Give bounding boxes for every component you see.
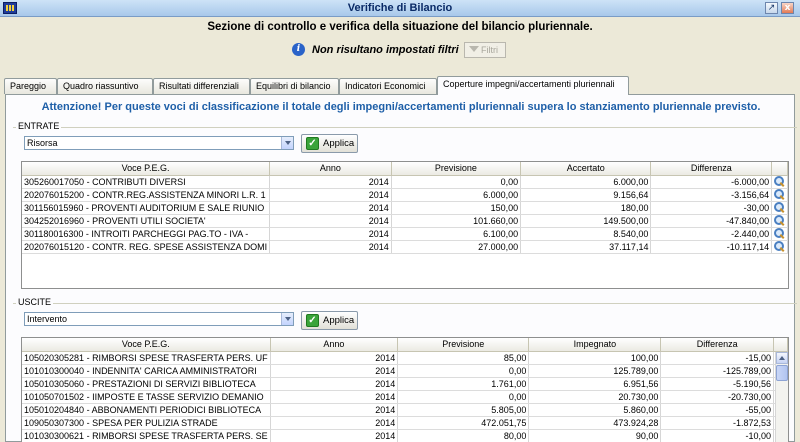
cell-impegnato: 125.789,00 <box>529 364 661 377</box>
cell-voce: 202076015120 - CONTR. REG. SPESE ASSISTENZA DOMI <box>22 240 270 253</box>
column-header-actions <box>772 162 788 175</box>
cell-anno: 2014 <box>270 429 398 442</box>
cell-impegnato: 100,00 <box>529 351 661 364</box>
cell-anno: 2014 <box>270 403 398 416</box>
uscite-apply-label: Applica <box>323 315 355 326</box>
cell-previsione: 5.805,00 <box>398 403 529 416</box>
entrate-apply-label: Applica <box>323 138 355 149</box>
detail-button[interactable] <box>772 240 788 253</box>
column-header-anno[interactable]: Anno <box>270 338 398 351</box>
magnifier-icon <box>774 176 785 187</box>
cell-differenza: -3.156,64 <box>651 188 772 201</box>
table-row[interactable] <box>22 403 788 416</box>
checkmark-icon: ✓ <box>306 137 319 150</box>
cell-voce: 101010300040 - INDENNITA' CARICA AMMINISTRATORI <box>22 364 270 377</box>
cell-accertato: 37.117,14 <box>521 240 651 253</box>
cell-previsione: 80,00 <box>398 429 529 442</box>
restore-button[interactable]: ↗ <box>765 2 778 14</box>
scroll-up-button[interactable] <box>776 352 788 364</box>
window-title: Verifiche di Bilancio <box>347 2 453 14</box>
filter-status-bar <box>0 42 800 60</box>
warning-message: Attenzione! Per queste voci di classificazione il totale degli impegni/accertamenti pluriennali supera lo stanziamento pluriennale previsto. <box>41 101 761 113</box>
tab-indicatori-economici[interactable]: Indicatori Economici <box>339 78 437 94</box>
cell-impegnato: 6.951,56 <box>529 377 661 390</box>
cell-differenza: -2.440,00 <box>651 227 772 240</box>
uscite-classification-select[interactable] <box>24 312 294 326</box>
cell-voce: 105010305060 - PRESTAZIONI DI SERVIZI BIBLIOTECA <box>22 377 270 390</box>
table-row[interactable] <box>22 390 788 403</box>
table-row[interactable] <box>22 377 788 390</box>
cell-anno: 2014 <box>270 416 398 429</box>
uscite-apply-button[interactable] <box>301 311 358 330</box>
cell-voce: 101050701502 - IIMPOSTE E TASSE SERVIZIO DEMANIO <box>22 390 270 403</box>
magnifier-icon <box>774 241 785 252</box>
entrate-table <box>21 161 789 289</box>
table-row[interactable] <box>22 201 788 214</box>
scroll-thumb[interactable] <box>776 365 788 381</box>
cell-voce: 101030300621 - RIMBORSI SPESE TRASFERTA PERS. SE <box>22 429 270 442</box>
table-row[interactable] <box>22 240 788 253</box>
column-header-anno[interactable]: Anno <box>270 162 392 175</box>
close-button[interactable]: x <box>781 2 794 14</box>
cell-accertato: 9.156,64 <box>521 188 651 201</box>
cell-differenza: -10.117,14 <box>651 240 772 253</box>
cell-differenza: -1.872,53 <box>661 416 774 429</box>
uscite-table <box>21 337 789 442</box>
tab-pareggio[interactable]: Pareggio <box>4 78 57 94</box>
table-row[interactable] <box>22 416 788 429</box>
column-header-differenza[interactable]: Differenza <box>661 338 774 351</box>
cell-previsione: 6.000,00 <box>391 188 520 201</box>
column-header-accertato[interactable]: Accertato <box>521 162 651 175</box>
funnel-icon <box>469 46 479 52</box>
cell-anno: 2014 <box>270 175 392 188</box>
cell-impegnato: 90,00 <box>529 429 661 442</box>
cell-previsione: 0,00 <box>398 390 529 403</box>
column-header-voce-peg[interactable]: Voce P.E.G. <box>22 162 270 175</box>
cell-anno: 2014 <box>270 227 392 240</box>
tab-risultati-differenziali[interactable]: Risultati differenziali <box>153 78 250 94</box>
cell-anno: 2014 <box>270 364 398 377</box>
cell-differenza: -125.789,00 <box>661 364 774 377</box>
cell-previsione: 6.100,00 <box>391 227 520 240</box>
cell-voce: 105020305281 - RIMBORSI SPESE TRASFERTA PERS. UF <box>22 351 270 364</box>
cell-differenza: -47.840,00 <box>651 214 772 227</box>
detail-button[interactable] <box>772 227 788 240</box>
cell-voce: 109050307300 - SPESA PER PULIZIA STRADE <box>22 416 270 429</box>
entrate-select-value: Risorsa <box>27 138 58 148</box>
column-header-impegnato[interactable]: Impegnato <box>529 338 661 351</box>
uscite-group-label: USCITE <box>18 297 52 307</box>
cell-voce: 202076015200 - CONTR.REG.ASSISTENZA MINORI L.R. 1 <box>22 188 270 201</box>
magnifier-icon <box>774 228 785 239</box>
cell-differenza: -6.000,00 <box>651 175 772 188</box>
cell-anno: 2014 <box>270 390 398 403</box>
checkmark-icon: ✓ <box>306 314 319 327</box>
info-icon: i <box>292 43 305 56</box>
cell-previsione: 150,00 <box>391 201 520 214</box>
filters-button[interactable] <box>464 42 506 58</box>
entrate-classification-select[interactable] <box>24 136 294 150</box>
cell-voce: 301156015960 - PROVENTI AUDITORIUM E SALE RIUNIO <box>22 201 270 214</box>
detail-button[interactable] <box>772 175 788 188</box>
column-header-previsione[interactable]: Previsione <box>398 338 529 351</box>
cell-impegnato: 473.924,28 <box>529 416 661 429</box>
cell-previsione: 0,00 <box>391 175 520 188</box>
cell-previsione: 1.761,00 <box>398 377 529 390</box>
cell-accertato: 149.500,00 <box>521 214 651 227</box>
chevron-down-icon[interactable] <box>281 137 293 149</box>
cell-anno: 2014 <box>270 201 392 214</box>
detail-button[interactable] <box>772 201 788 214</box>
cell-anno: 2014 <box>270 188 392 201</box>
magnifier-icon <box>774 202 785 213</box>
column-header-actions <box>774 338 788 351</box>
magnifier-icon <box>774 189 785 200</box>
tab-quadro-riassuntivo[interactable]: Quadro riassuntivo <box>57 78 153 94</box>
cell-anno: 2014 <box>270 214 392 227</box>
cell-impegnato: 20.730,00 <box>529 390 661 403</box>
page-title: Sezione di controllo e verifica della situazione del bilancio pluriennale. <box>207 21 593 33</box>
cell-impegnato: 5.860,00 <box>529 403 661 416</box>
table-row[interactable] <box>22 351 788 364</box>
cell-differenza: -10,00 <box>661 429 774 442</box>
chevron-down-icon[interactable] <box>281 313 293 325</box>
cell-voce: 105010204840 - ABBONAMENTI PERIODICI BIBLIOTECA <box>22 403 270 416</box>
table-row[interactable] <box>22 188 788 201</box>
filters-button-label: Filtri <box>481 45 498 55</box>
entrate-group-label: ENTRATE <box>18 121 60 131</box>
filter-status-text: Non risultano impostati filtri <box>312 44 459 56</box>
cell-differenza: -55,00 <box>661 403 774 416</box>
entrate-apply-button[interactable] <box>301 134 358 153</box>
detail-button[interactable] <box>772 214 788 227</box>
table-row[interactable] <box>22 175 788 188</box>
cell-accertato: 8.540,00 <box>521 227 651 240</box>
magnifier-icon <box>774 215 785 226</box>
cell-anno: 2014 <box>270 377 398 390</box>
window-titlebar <box>0 0 800 17</box>
cell-anno: 2014 <box>270 240 392 253</box>
table-row[interactable] <box>22 429 788 442</box>
cell-previsione: 0,00 <box>398 364 529 377</box>
tab-panel <box>5 94 795 442</box>
cell-anno: 2014 <box>270 351 398 364</box>
tab-coperture-pluriennali[interactable]: Coperture impegni/accertamenti pluriennali <box>437 76 629 95</box>
cell-accertato: 6.000,00 <box>521 175 651 188</box>
cell-voce: 305260017050 - CONTRIBUTI DIVERSI <box>22 175 270 188</box>
uscite-select-value: Intervento <box>27 314 68 324</box>
column-header-differenza[interactable]: Differenza <box>651 162 772 175</box>
cell-previsione: 85,00 <box>398 351 529 364</box>
table-row[interactable] <box>22 214 788 227</box>
tab-equilibri-di-bilancio[interactable]: Equilibri di bilancio <box>250 78 339 94</box>
cell-differenza: -5.190,56 <box>661 377 774 390</box>
uscite-vertical-scrollbar[interactable] <box>775 352 788 442</box>
cell-previsione: 27.000,00 <box>391 240 520 253</box>
cell-voce: 304252016960 - PROVENTI UTILI SOCIETA' <box>22 214 270 227</box>
cell-previsione: 472.051,75 <box>398 416 529 429</box>
table-row[interactable] <box>22 227 788 240</box>
column-header-voce-peg[interactable]: Voce P.E.G. <box>22 338 270 351</box>
cell-differenza: -20.730,00 <box>661 390 774 403</box>
cell-voce: 301180016300 - INTROITI PARCHEGGI PAG.TO - IVA - <box>22 227 270 240</box>
cell-differenza: -15,00 <box>661 351 774 364</box>
detail-button[interactable] <box>772 188 788 201</box>
cell-previsione: 101.660,00 <box>391 214 520 227</box>
cell-differenza: -30,00 <box>651 201 772 214</box>
column-header-previsione[interactable]: Previsione <box>391 162 520 175</box>
table-row[interactable] <box>22 364 788 377</box>
cell-accertato: 180,00 <box>521 201 651 214</box>
